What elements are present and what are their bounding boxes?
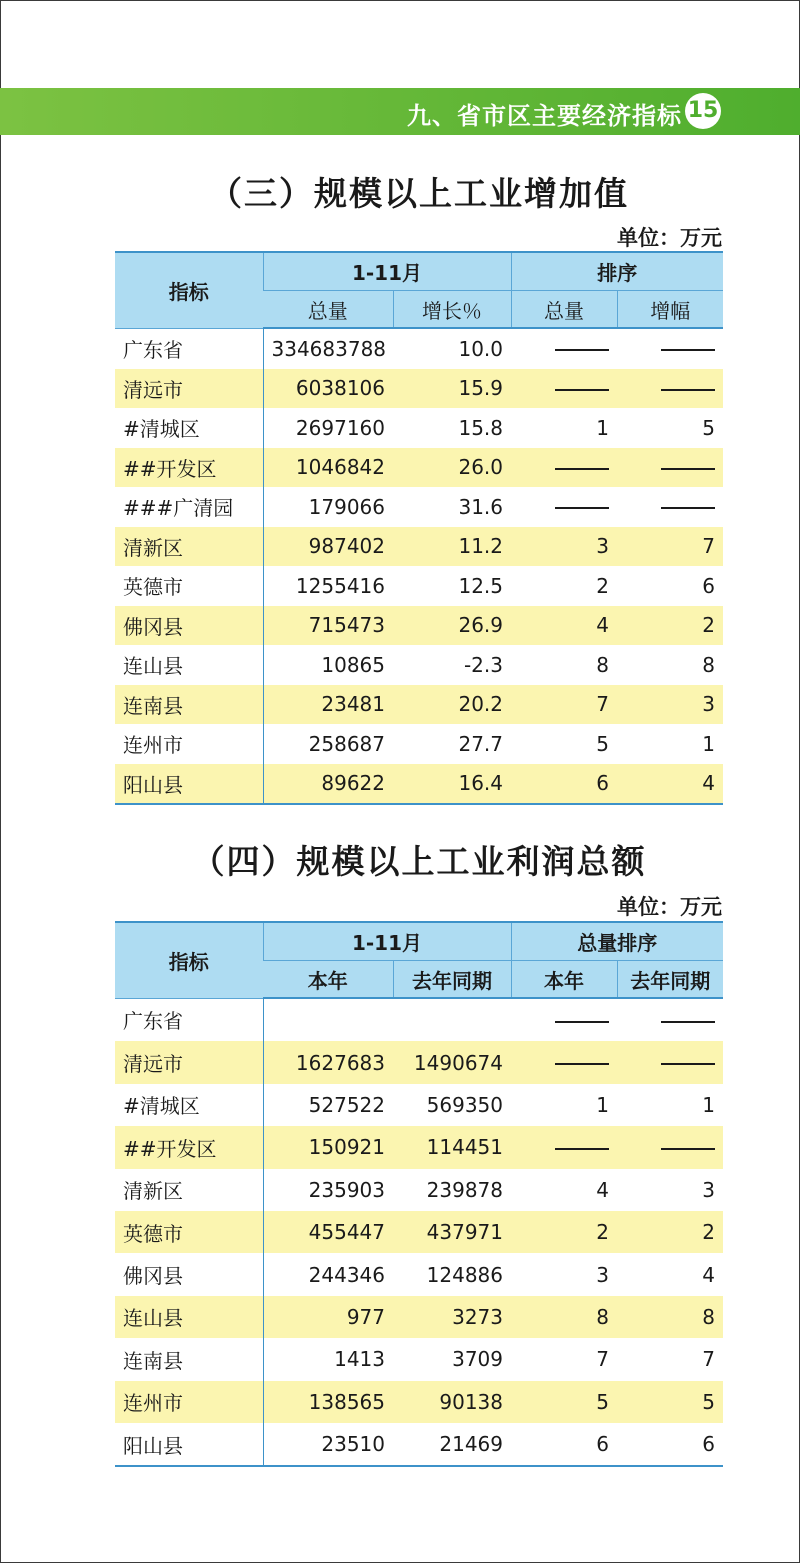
cell-v2: 31.6 <box>458 494 503 519</box>
cell-r2: 1 <box>702 731 715 756</box>
cell-v2: 90138 <box>393 1381 511 1423</box>
table-row <box>115 1084 723 1126</box>
cell-r1: 8 <box>596 652 609 677</box>
cell-v2: 12.5 <box>458 573 503 598</box>
cell-v1: 1413 <box>334 1347 385 1372</box>
cell-v2: 20.2 <box>393 685 511 725</box>
table-row <box>115 1381 723 1423</box>
rank-dash <box>617 448 723 488</box>
cell-r1: 7 <box>511 685 617 725</box>
table-row <box>115 328 723 369</box>
row-name: 广东省 <box>115 998 263 1041</box>
cell-r1: 3 <box>511 527 617 567</box>
row-name: 阳山县 <box>115 1423 263 1466</box>
section4-title: （四）规模以上工业利润总额 <box>191 842 647 881</box>
header-period: 1-11月 <box>263 252 511 291</box>
cell-v2: 27.7 <box>458 731 503 756</box>
section3-unit: 单位：万元 <box>617 226 722 250</box>
header-indicator: 指标 <box>115 922 263 998</box>
table-row <box>115 369 723 409</box>
table-row <box>115 1423 723 1466</box>
header-growth: 增长％ <box>393 291 511 329</box>
dash-mark <box>555 349 609 351</box>
cell-v1: 715473 <box>263 606 393 646</box>
cell-v1: 23481 <box>263 685 393 725</box>
cell-v2 <box>393 998 511 1041</box>
header-total: 总量 <box>263 291 393 329</box>
cell-r2: 4 <box>617 764 723 805</box>
table-row <box>115 1338 723 1380</box>
header-rank-this-year: 本年 <box>511 961 617 999</box>
cell-r1: 1 <box>596 415 609 440</box>
cell-v1: 138565 <box>263 1381 393 1423</box>
row-name: #清城区 <box>115 1084 263 1126</box>
rank-dash <box>617 487 723 527</box>
row-name: 阳山县 <box>115 764 263 805</box>
row-name: 英德市 <box>115 1211 263 1253</box>
row-name: 清新区 <box>115 527 263 567</box>
rank-dash <box>511 369 617 409</box>
row-name: 连州市 <box>115 1381 263 1423</box>
row-name: ##开发区 <box>115 448 263 488</box>
cell-v1: 1255416 <box>295 573 385 598</box>
rank-dash <box>511 1041 617 1083</box>
cell-v2: 10.0 <box>458 336 503 361</box>
cell-v2: 16.4 <box>393 764 511 805</box>
dash-mark <box>661 507 715 509</box>
cell-v2: 124886 <box>426 1262 503 1287</box>
table-row <box>115 1296 723 1338</box>
cell-v2: 3273 <box>393 1296 511 1338</box>
header-rank-growth: 增幅 <box>617 291 723 329</box>
table-row <box>115 1126 723 1168</box>
cell-v2: 21469 <box>393 1423 511 1466</box>
section4-unit: 单位：万元 <box>617 895 722 919</box>
header-this-year: 本年 <box>263 961 393 999</box>
dash-mark <box>555 1021 609 1023</box>
header-rank: 排序 <box>511 252 723 291</box>
cell-v1: 977 <box>263 1296 393 1338</box>
header-last-year: 去年同期 <box>393 961 511 999</box>
cell-v1: 10865 <box>321 652 385 677</box>
rank-dash <box>617 369 723 409</box>
cell-v1 <box>263 998 393 1041</box>
header-rank: 总量排序 <box>511 922 723 961</box>
cell-r1: 4 <box>596 1177 609 1202</box>
row-name: 佛冈县 <box>115 1253 263 1295</box>
cell-v1: 244346 <box>308 1262 385 1287</box>
cell-r1: 6 <box>511 764 617 805</box>
cell-v1: 334683788 <box>271 336 387 361</box>
header-rank-total: 总量 <box>511 291 617 329</box>
cell-v1: 987402 <box>263 527 393 567</box>
cell-r1: 2 <box>511 1211 617 1253</box>
header-rank-last-year: 去年同期 <box>617 961 723 999</box>
table-row <box>115 606 723 646</box>
cell-v2: 26.0 <box>393 448 511 488</box>
table-row <box>115 1211 723 1253</box>
rank-dash <box>511 487 617 527</box>
cell-v1: 6038106 <box>263 369 393 409</box>
table-row <box>115 724 723 764</box>
section3-table-body <box>115 328 723 804</box>
cell-r1: 4 <box>511 606 617 646</box>
cell-r1: 7 <box>596 1347 609 1372</box>
dash-mark <box>555 507 609 509</box>
cell-r2: 2 <box>617 1211 723 1253</box>
cell-r2: 3 <box>702 1177 715 1202</box>
row-name: 清远市 <box>115 369 263 409</box>
table-row <box>115 998 723 1041</box>
table-row <box>115 527 723 567</box>
table-row <box>115 566 723 606</box>
cell-r1: 8 <box>511 1296 617 1338</box>
cell-r2: 1 <box>702 1092 715 1117</box>
cell-v1: 89622 <box>263 764 393 805</box>
rank-dash <box>511 328 617 369</box>
cell-r1: 2 <box>596 573 609 598</box>
cell-v2: -2.3 <box>463 652 503 677</box>
row-name: 佛冈县 <box>115 606 263 646</box>
cell-v1: 2697160 <box>295 415 385 440</box>
dash-mark <box>661 1148 715 1150</box>
table-row <box>115 685 723 725</box>
dash-mark <box>661 349 715 351</box>
row-name: 连山县 <box>115 645 263 685</box>
row-name: 英德市 <box>115 566 263 606</box>
cell-v1: 150921 <box>263 1126 393 1168</box>
cell-v1: 455447 <box>263 1211 393 1253</box>
row-name: 连山县 <box>115 1296 263 1338</box>
cell-r2: 7 <box>617 527 723 567</box>
table-row <box>115 764 723 805</box>
cell-v1: 1046842 <box>263 448 393 488</box>
dash-mark <box>555 468 609 470</box>
page-number-badge: 15 <box>685 93 721 129</box>
cell-v1: 235903 <box>308 1177 385 1202</box>
section4-table-body <box>115 998 723 1466</box>
table-row <box>115 408 723 448</box>
row-name: 清新区 <box>115 1169 263 1211</box>
dash-mark <box>555 389 609 391</box>
row-name: 连南县 <box>115 1338 263 1380</box>
cell-v1: 527522 <box>308 1092 385 1117</box>
rank-dash <box>511 998 617 1041</box>
rank-dash <box>511 448 617 488</box>
row-name: #清城区 <box>115 408 263 448</box>
cell-v2: 11.2 <box>393 527 511 567</box>
cell-r2: 3 <box>617 685 723 725</box>
table-row <box>115 1041 723 1083</box>
cell-v2: 26.9 <box>393 606 511 646</box>
header-indicator: 指标 <box>115 252 263 328</box>
rank-dash <box>617 328 723 369</box>
cell-r2: 8 <box>617 1296 723 1338</box>
cell-v2: 3709 <box>452 1347 503 1372</box>
header-period: 1-11月 <box>263 922 511 961</box>
cell-v1: 258687 <box>308 731 385 756</box>
table-row <box>115 487 723 527</box>
table-row <box>115 645 723 685</box>
cell-v2: 15.9 <box>393 369 511 409</box>
cell-r2: 5 <box>702 415 715 440</box>
table-row <box>115 1169 723 1211</box>
cell-r2: 6 <box>617 1423 723 1466</box>
table-row <box>115 448 723 488</box>
cell-r1: 5 <box>511 1381 617 1423</box>
row-name: ###广清园 <box>115 487 263 527</box>
rank-dash <box>617 1041 723 1083</box>
cell-v1: 1627683 <box>263 1041 393 1083</box>
cell-r2: 7 <box>702 1347 715 1372</box>
row-name: 连州市 <box>115 724 263 764</box>
rank-dash <box>617 1126 723 1168</box>
dash-mark <box>555 1148 609 1150</box>
cell-r1: 1 <box>596 1092 609 1117</box>
cell-v2: 569350 <box>426 1092 503 1117</box>
cell-v2: 437971 <box>393 1211 511 1253</box>
cell-r2: 5 <box>617 1381 723 1423</box>
row-name: ##开发区 <box>115 1126 263 1168</box>
cell-v2: 114451 <box>393 1126 511 1168</box>
cell-v1: 179066 <box>308 494 385 519</box>
chapter-title: 九、省市区主要经济指标 <box>407 102 682 130</box>
dash-mark <box>661 1021 715 1023</box>
rank-dash <box>511 1126 617 1168</box>
section3-table <box>115 251 723 805</box>
cell-v2: 15.8 <box>458 415 503 440</box>
cell-r1: 3 <box>596 1262 609 1287</box>
row-name: 清远市 <box>115 1041 263 1083</box>
cell-v2: 1490674 <box>393 1041 511 1083</box>
cell-r2: 4 <box>702 1262 715 1287</box>
row-name: 广东省 <box>115 328 263 369</box>
cell-r2: 2 <box>617 606 723 646</box>
dash-mark <box>661 1063 715 1065</box>
cell-v1: 23510 <box>263 1423 393 1466</box>
section3-title: （三）规模以上工业增加值 <box>209 174 629 213</box>
cell-r1: 6 <box>511 1423 617 1466</box>
rank-dash <box>617 998 723 1041</box>
cell-r1: 5 <box>596 731 609 756</box>
dash-mark <box>555 1063 609 1065</box>
section4-table <box>115 921 723 1467</box>
row-name: 连南县 <box>115 685 263 725</box>
cell-r2: 6 <box>702 573 715 598</box>
cell-v2: 239878 <box>426 1177 503 1202</box>
dash-mark <box>661 389 715 391</box>
cell-r2: 8 <box>702 652 715 677</box>
dash-mark <box>661 468 715 470</box>
table-row <box>115 1253 723 1295</box>
